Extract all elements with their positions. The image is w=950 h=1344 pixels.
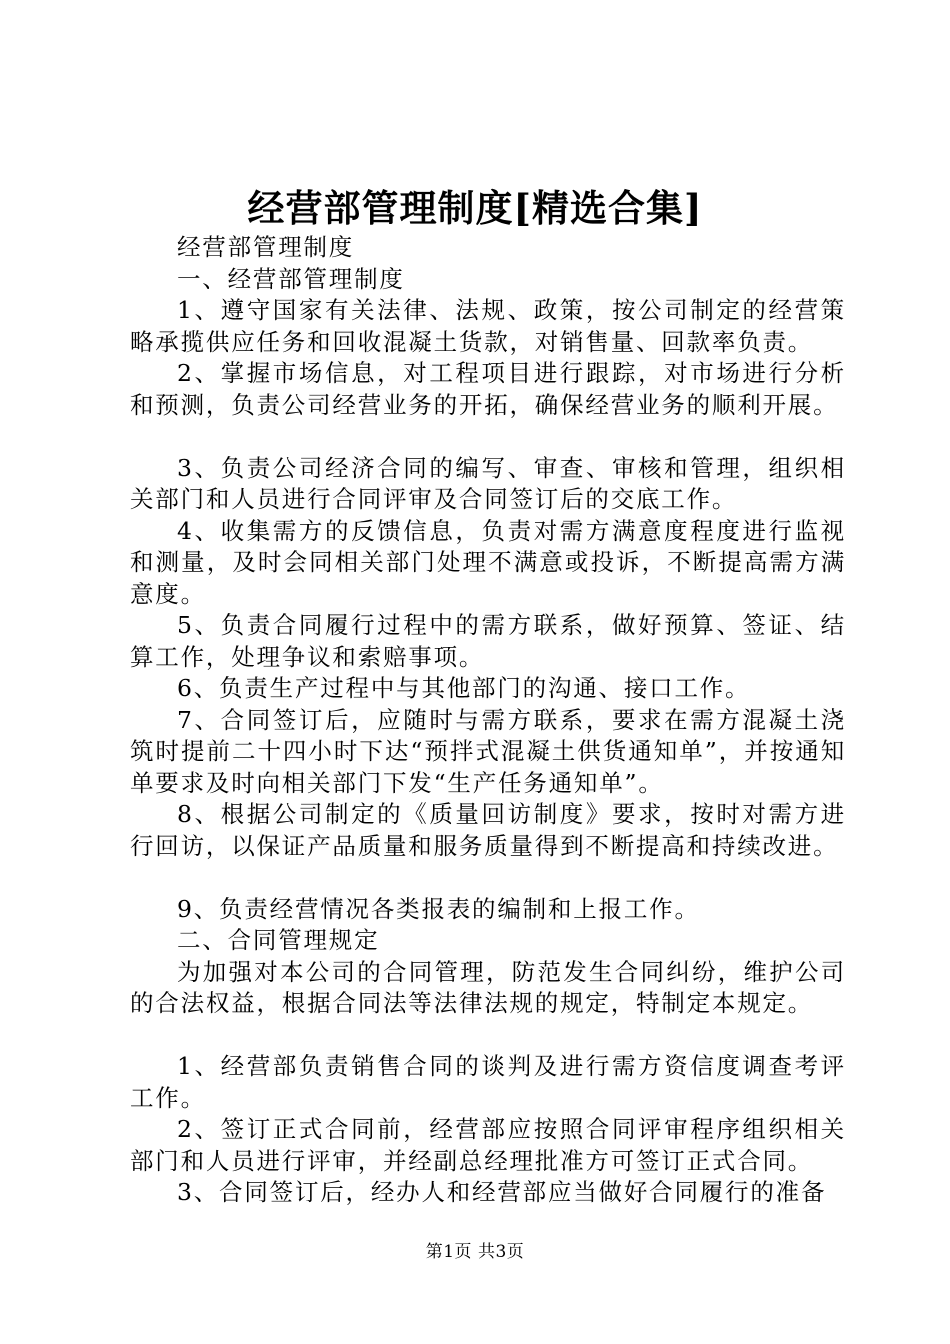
body-paragraph: 2、掌握市场信息，对工程项目进行跟踪，对市场进行分析和预测，负责公司经营业务的开拓，确保经营业务的顺利开展。 [130, 359, 846, 419]
body-paragraph: 为加强对本公司的合同管理，防范发生合同纠纷，维护公司的合法权益，根据合同法等法律法规的规定，特制定本规定。 [130, 957, 846, 1017]
body-paragraph: 6、负责生产过程中与其他部门的沟通、接口工作。 [177, 674, 751, 702]
body-paragraph: 8、根据公司制定的《质量回访制度》要求，按时对需方进行回访，以保证产品质量和服务质量得到不断提高和持续改进。 [130, 800, 846, 860]
body-paragraph: 4、收集需方的反馈信息，负责对需方满意度程度进行监视和测量，及时会同相关部门处理不满意或投诉，不断提高需方满意度。 [130, 516, 846, 608]
body-paragraph: 2、签订正式合同前，经营部应按照合同评审程序组织相关部门和人员进行评审，并经副总经理批准方可签订正式合同。 [130, 1115, 846, 1175]
blank-line [130, 421, 846, 453]
section-heading: 一、经营部管理制度 [177, 264, 405, 293]
body-paragraph: 5、负责合同履行过程中的需方联系，做好预算、签证、结算工作，处理争议和索赔事项。 [130, 611, 846, 671]
document-title: 经营部管理制度[精选合集] [247, 186, 703, 230]
document-body [130, 232, 846, 1209]
blank-line [130, 1020, 846, 1052]
body-paragraph: 7、合同签订后，应随时与需方联系，要求在需方混凝土浇筑时提前二十四小时下达“预拌式混凝土供货通知单”，并按通知单要求及时向相关部门下发“生产任务通知单”。 [130, 705, 846, 797]
page-footer: 第1页 共3页 [425, 1242, 525, 1262]
body-paragraph: 3、合同签订后，经办人和经营部应当做好合同履行的准备 [177, 1178, 827, 1206]
blank-line [130, 862, 846, 894]
body-paragraph: 1、经营部负责销售合同的谈判及进行需方资信度调查考评工作。 [130, 1052, 846, 1112]
body-paragraph: 1、遵守国家有关法律、法规、政策，按公司制定的经营策略承揽供应任务和回收混凝土货款，对销售量、回款率负责。 [130, 296, 846, 356]
body-paragraph: 3、负责公司经济合同的编写、审查、审核和管理，组织相关部门和人员进行合同评审及合同签订后的交底工作。 [130, 453, 846, 513]
body-paragraph: 9、负责经营情况各类报表的编制和上报工作。 [177, 894, 700, 923]
section-heading: 二、合同管理规定 [177, 926, 380, 954]
body-paragraph: 经营部管理制度 [177, 233, 355, 261]
